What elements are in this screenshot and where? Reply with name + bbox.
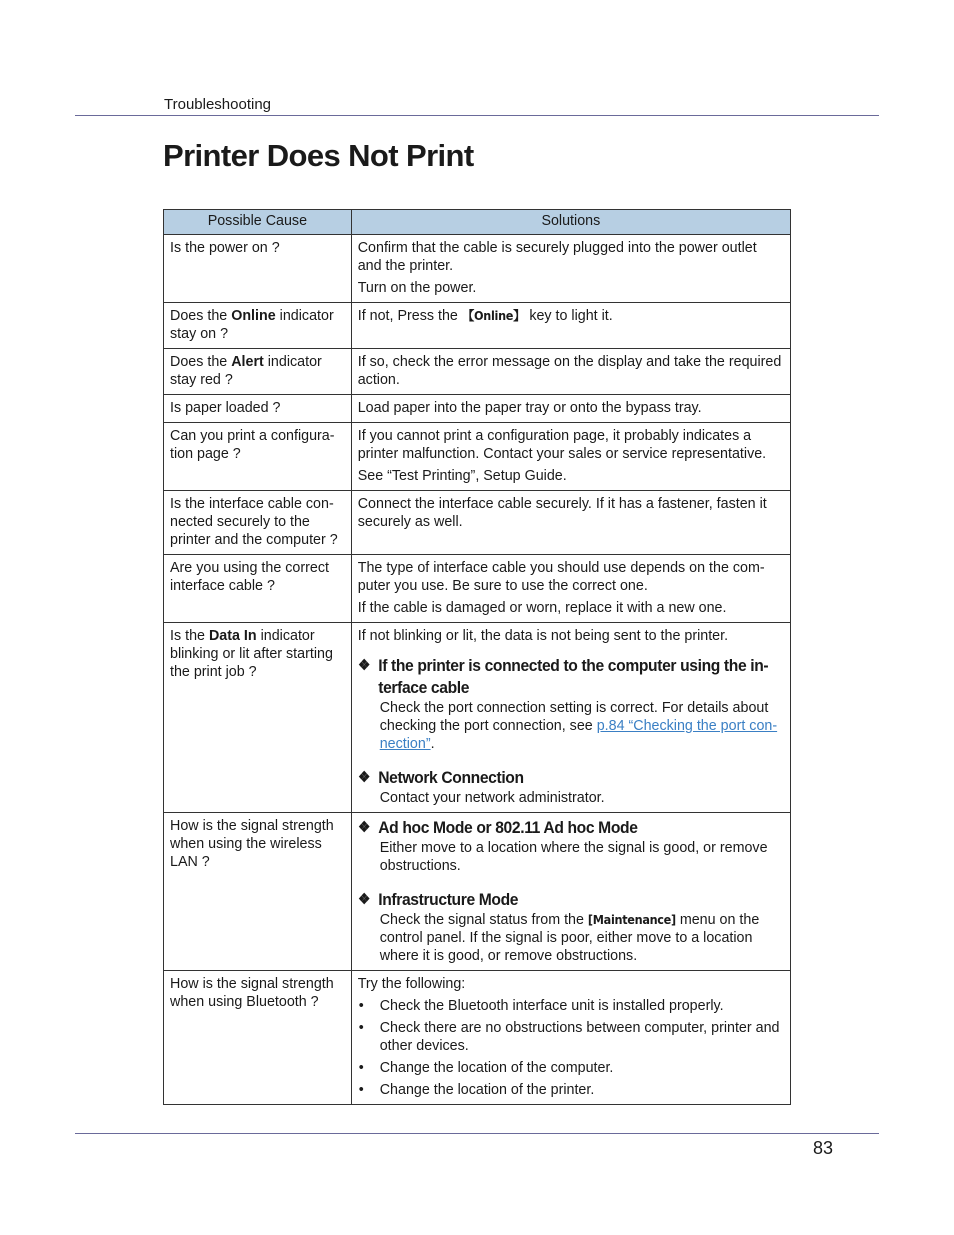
bullet-list [358,997,784,1099]
solution-text: Turn on the power. [357,280,477,296]
list-item [358,1081,784,1099]
solution-text: If not, Press the [357,308,462,324]
list-item [358,1059,784,1077]
footer-rule [75,1133,879,1134]
cause-text: indicator blinking or lit after starting the print job ? [170,628,333,680]
solution-cell [351,423,790,491]
cause-cell [164,303,352,349]
bullet-icon: • [358,1082,364,1098]
header-rule [75,115,879,116]
list-item-text: Change the location of the computer. [379,1060,614,1076]
solution-cell [351,623,790,813]
heading-text: If the printer is connected to the computer using the in-terface cable [377,656,768,697]
solution-cell: Connect the interface cable securely. If it has a fastener, fasten it securely as well. [351,491,790,555]
diamond-bullet-icon: ❖ [357,819,370,836]
diamond-bullet-icon: ❖ [357,769,370,786]
solution-text: menu on the control panel. If the signal is poor, either move to a location where it is good, or remove obstructions. [379,912,760,964]
solution-cell: If so, check the error message on the display and take the required action. [351,349,790,395]
subsection-body [358,911,784,965]
table-row [164,349,791,395]
cause-text: indicator stay on ? [170,308,334,342]
cause-text: indicator stay red ? [170,354,322,388]
table-row [164,395,791,423]
column-header-cause: Possible Cause [164,210,352,235]
solution-text: See “Test Printing”, Setup Guide. [357,468,567,484]
cause-cell: Is paper loaded ? [164,395,352,423]
cause-text: Is the [170,628,209,644]
table-row [164,555,791,623]
solution-cell [351,813,790,971]
table-row [164,971,791,1105]
solution-text: If you cannot print a configuration page, it probably indicates a printer malfunction. Contact your sales or service representative. [357,428,767,462]
solution-cell [351,555,790,623]
cause-cell: How is the signal strength when using the wireless LAN ? [164,813,352,971]
cause-cell [164,623,352,813]
list-item-text: Change the location of the printer. [379,1082,595,1098]
cause-cell [164,349,352,395]
bullet-icon: • [358,1060,364,1076]
running-header: Troubleshooting [164,96,272,113]
table-header-row [164,210,791,235]
table-row [164,623,791,813]
subsection-heading [358,655,802,699]
heading-text: Infrastructure Mode [377,890,518,909]
cause-text: Does the [170,308,232,324]
cause-cell: Is the interface cable con-nected securely to the printer and the computer ? [164,491,352,555]
indicator-name: Data In [208,628,257,644]
solution-cell: Load paper into the paper tray or onto the bypass tray. [351,395,790,423]
page-title: Printer Does Not Print [163,138,474,173]
solution-text: Check the port connection setting is correct. For details about checking the port connection, see [379,700,769,734]
solution-text: Try the following: [357,976,466,992]
bullet-icon: • [358,998,364,1014]
cause-cell: Can you print a configura-tion page ? [164,423,352,491]
port-connection-link[interactable]: p.84 “Checking the port con-nection” [379,718,778,752]
solution-text: Confirm that the cable is securely plugged into the power outlet and the printer. [357,240,757,274]
cause-cell: How is the signal strength when using Bluetooth ? [164,971,352,1105]
subsection-body: Either move to a location where the signal is good, or remove obstructions. [379,840,768,874]
subsection-heading [358,889,802,911]
solution-text: If the cable is damaged or worn, replace it with a new one. [357,600,727,616]
list-item-text: Check the Bluetooth interface unit is installed properly. [379,998,724,1014]
diamond-bullet-icon: ❖ [357,657,370,674]
solution-cell [351,235,790,303]
page-number: 83 [813,1138,834,1158]
indicator-name: Online [231,308,276,324]
maintenance-key-label: [Maintenance] [587,912,676,927]
solution-cell [351,971,790,1105]
diamond-bullet-icon: ❖ [357,891,370,908]
subsection-heading [358,817,802,839]
table-row [164,235,791,303]
indicator-name: Alert [231,354,264,370]
online-key-label: 【Online】 [461,308,526,323]
cause-cell: Are you using the correct interface cable ? [164,555,352,623]
table-row [164,303,791,349]
solution-text: . [430,736,435,752]
subsection-heading [358,767,802,789]
table-row [164,491,791,555]
solution-cell [351,303,790,349]
solution-text: key to light it. [525,308,613,324]
cause-text: Does the [170,354,232,370]
solution-text: The type of interface cable you should use depends on the com-puter you use. Be sure to use the correct one. [357,560,765,594]
list-item [358,997,784,1015]
solution-text: If not blinking or lit, the data is not being sent to the printer. [357,628,729,644]
subsection-body [358,699,784,753]
list-item [358,1019,784,1055]
subsection-body: Contact your network administrator. [379,790,605,806]
table-row [164,813,791,971]
heading-text: Ad hoc Mode or 802.11 Ad hoc Mode [377,818,638,837]
list-item-text: Check there are no obstructions between computer, printer and other devices. [379,1020,780,1054]
table-row [164,423,791,491]
bullet-icon: • [358,1020,364,1036]
solution-text: Check the signal status from the [379,912,588,928]
heading-text: Network Connection [377,768,524,787]
column-header-solutions: Solutions [351,210,790,235]
cause-cell: Is the power on ? [164,235,352,303]
troubleshooting-table [163,209,791,1105]
